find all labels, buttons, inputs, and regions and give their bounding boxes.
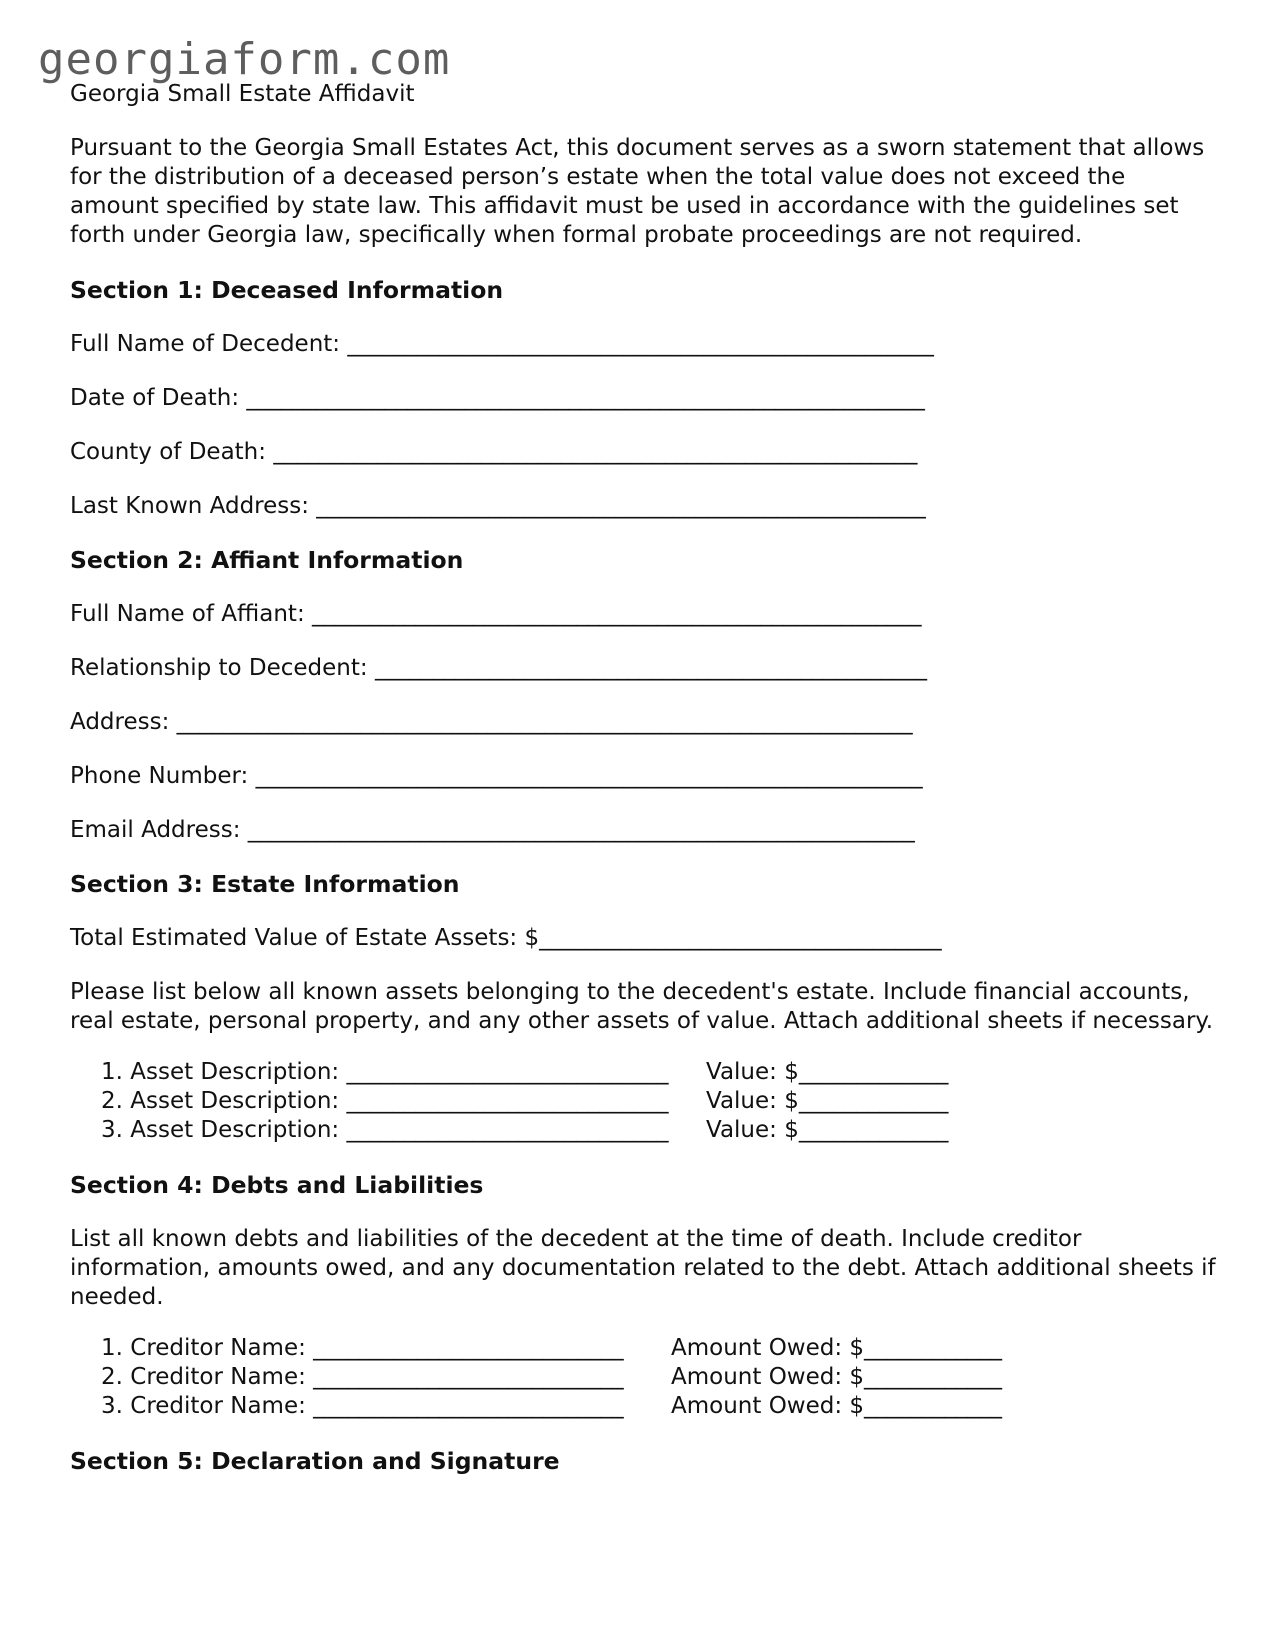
amount-owed-field[interactable]: Amount Owed: $____________	[671, 1393, 1003, 1419]
date-of-death-field[interactable]: Date of Death: ___________________________________________________________	[70, 385, 925, 411]
amount-owed-field[interactable]: Amount Owed: $____________	[671, 1364, 1003, 1390]
document-title: Georgia Small Estate Affidavit	[70, 81, 415, 107]
asset-description-field[interactable]: 2. Asset Description: ____________________________	[101, 1088, 669, 1114]
amount-owed-field[interactable]: Amount Owed: $____________	[671, 1335, 1003, 1361]
county-of-death-field[interactable]: County of Death: ________________________________________________________	[70, 439, 918, 465]
creditor-item	[70, 1334, 1220, 1363]
asset-item	[70, 1116, 1220, 1145]
debts-instructions: List all known debts and liabilities of the decedent at the time of death. Include creditor information, amounts owed, and any documentation related to the debt. Attach additional sheets if needed.	[70, 1226, 1216, 1310]
section-2-heading: Section 2: Affiant Information	[70, 546, 464, 574]
intro-paragraph: Pursuant to the Georgia Small Estates Act, this document serves as a sworn statement that allows for the distribution of a deceased person’s estate when the total value does not exceed the amount specified by state law. This affidavit must be used in accordance with the guidelines set forth under Georgia law, specifically when formal probate proceedings are not required.	[70, 135, 1205, 248]
creditor-name-field[interactable]: 1. Creditor Name: ___________________________	[101, 1335, 624, 1361]
email-address-field[interactable]: Email Address: __________________________________________________________	[70, 817, 915, 843]
asset-item	[70, 1058, 1220, 1087]
creditor-name-field[interactable]: 2. Creditor Name: ___________________________	[101, 1364, 624, 1390]
section-3-heading: Section 3: Estate Information	[70, 870, 460, 898]
asset-description-field[interactable]: 3. Asset Description: ____________________________	[101, 1117, 669, 1143]
asset-list	[70, 1058, 1220, 1145]
asset-item	[70, 1087, 1220, 1116]
creditor-list	[70, 1334, 1220, 1421]
creditor-item	[70, 1392, 1220, 1421]
assets-instructions: Please list below all known assets belonging to the decedent's estate. Include financial accounts, real estate, personal property, and any other assets of value. Attach additional sheets if necessary.	[70, 979, 1214, 1034]
phone-number-field[interactable]: Phone Number: __________________________________________________________	[70, 763, 923, 789]
asset-value-field[interactable]: Value: $_____________	[706, 1117, 949, 1143]
relationship-field[interactable]: Relationship to Decedent: ________________________________________________	[70, 655, 927, 681]
section-1-heading: Section 1: Deceased Information	[70, 276, 504, 304]
creditor-name-field[interactable]: 3. Creditor Name: ___________________________	[101, 1393, 624, 1419]
decedent-name-field[interactable]: Full Name of Decedent: ___________________________________________________	[70, 331, 934, 357]
creditor-item	[70, 1363, 1220, 1392]
section-4-heading: Section 4: Debts and Liabilities	[70, 1171, 484, 1199]
asset-description-field[interactable]: 1. Asset Description: ____________________________	[101, 1059, 669, 1085]
affiant-address-field[interactable]: Address: ________________________________________________________________	[70, 709, 913, 735]
watermark: georgiaform.com	[38, 34, 451, 85]
last-known-address-field[interactable]: Last Known Address: _____________________________________________________	[70, 493, 926, 519]
document-page	[70, 80, 1220, 1475]
section-5-heading: Section 5: Declaration and Signature	[70, 1447, 560, 1475]
affiant-name-field[interactable]: Full Name of Affiant: _____________________________________________________	[70, 601, 922, 627]
asset-value-field[interactable]: Value: $_____________	[706, 1088, 949, 1114]
asset-value-field[interactable]: Value: $_____________	[706, 1059, 949, 1085]
total-estate-value-field[interactable]: Total Estimated Value of Estate Assets: $___________________________________	[70, 925, 942, 951]
